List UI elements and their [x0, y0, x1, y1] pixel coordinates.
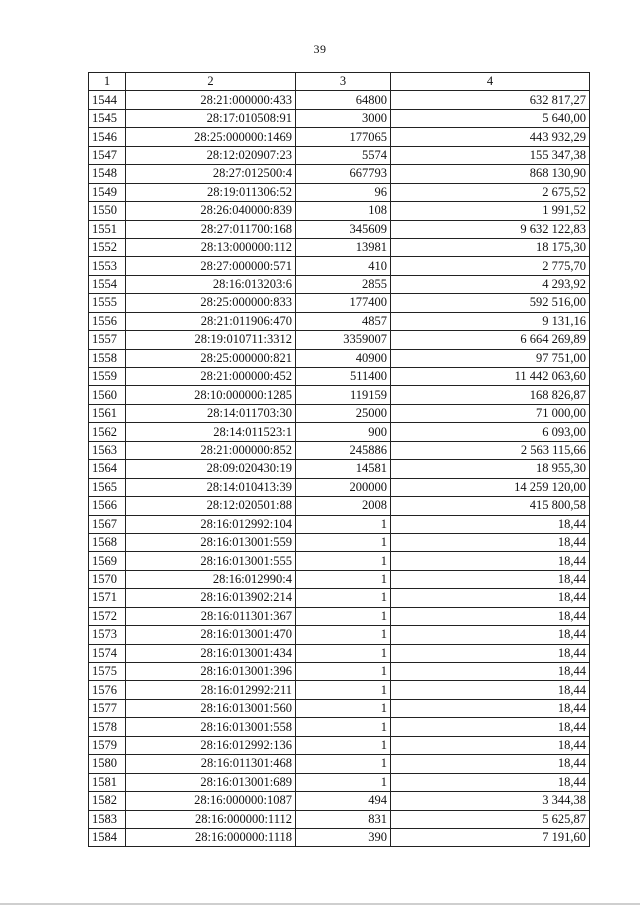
row-number: 1577 — [89, 699, 126, 717]
amount-value: 7 191,60 — [391, 828, 590, 846]
amount-value: 18,44 — [391, 552, 590, 570]
cadastral-number: 28:27:011700:168 — [126, 220, 296, 238]
row-number: 1569 — [89, 552, 126, 570]
table-body — [89, 91, 590, 847]
area-value: 831 — [296, 810, 391, 828]
table-row — [89, 238, 590, 256]
amount-value: 443 932,29 — [391, 128, 590, 146]
cadastral-number: 28:16:013001:470 — [126, 626, 296, 644]
amount-value: 632 817,27 — [391, 91, 590, 109]
area-value: 1 — [296, 736, 391, 754]
row-number: 1584 — [89, 828, 126, 846]
table-row — [89, 91, 590, 109]
amount-value: 2 675,52 — [391, 183, 590, 201]
cadastral-number: 28:16:013902:214 — [126, 589, 296, 607]
table-row — [89, 478, 590, 496]
table-row — [89, 275, 590, 293]
cadastral-number: 28:25:000000:833 — [126, 294, 296, 312]
header-row — [89, 73, 590, 91]
cadastral-number: 28:12:020907:23 — [126, 146, 296, 164]
column-header-3: 3 — [296, 73, 391, 91]
cadastral-number: 28:16:000000:1112 — [126, 810, 296, 828]
row-number: 1554 — [89, 275, 126, 293]
amount-value: 18,44 — [391, 718, 590, 736]
area-value: 1 — [296, 552, 391, 570]
cadastral-number: 28:10:000000:1285 — [126, 386, 296, 404]
amount-value: 71 000,00 — [391, 404, 590, 422]
amount-value: 5 640,00 — [391, 109, 590, 127]
area-value: 667793 — [296, 165, 391, 183]
area-value: 3000 — [296, 109, 391, 127]
cadastral-number: 28:27:012500:4 — [126, 165, 296, 183]
area-value: 40900 — [296, 349, 391, 367]
amount-value: 2 563 115,66 — [391, 441, 590, 459]
row-number: 1555 — [89, 294, 126, 312]
row-number: 1547 — [89, 146, 126, 164]
row-number: 1558 — [89, 349, 126, 367]
cadastral-number: 28:21:000000:433 — [126, 91, 296, 109]
row-number: 1566 — [89, 497, 126, 515]
table-row — [89, 146, 590, 164]
row-number: 1561 — [89, 404, 126, 422]
table-row — [89, 552, 590, 570]
area-value: 25000 — [296, 404, 391, 422]
row-number: 1553 — [89, 257, 126, 275]
area-value: 1 — [296, 607, 391, 625]
row-number: 1580 — [89, 755, 126, 773]
table-row — [89, 570, 590, 588]
table-row — [89, 792, 590, 810]
area-value: 494 — [296, 792, 391, 810]
cadastral-number: 28:21:011906:470 — [126, 312, 296, 330]
cadastral-number: 28:17:010508:91 — [126, 109, 296, 127]
cadastral-number: 28:19:011306:52 — [126, 183, 296, 201]
table-row — [89, 589, 590, 607]
table-row — [89, 331, 590, 349]
area-value: 14581 — [296, 460, 391, 478]
area-value: 410 — [296, 257, 391, 275]
area-value: 1 — [296, 773, 391, 791]
row-number: 1548 — [89, 165, 126, 183]
table-row — [89, 663, 590, 681]
cadastral-number: 28:25:000000:1469 — [126, 128, 296, 146]
row-number: 1578 — [89, 718, 126, 736]
amount-value: 1 991,52 — [391, 202, 590, 220]
area-value: 1 — [296, 533, 391, 551]
row-number: 1573 — [89, 626, 126, 644]
row-number: 1568 — [89, 533, 126, 551]
area-value: 119159 — [296, 386, 391, 404]
cadastral-number: 28:14:011703:30 — [126, 404, 296, 422]
row-number: 1583 — [89, 810, 126, 828]
area-value: 900 — [296, 423, 391, 441]
table-row — [89, 312, 590, 330]
row-number: 1564 — [89, 460, 126, 478]
column-header-2: 2 — [126, 73, 296, 91]
amount-value: 18,44 — [391, 663, 590, 681]
row-number: 1582 — [89, 792, 126, 810]
cadastral-number: 28:19:010711:3312 — [126, 331, 296, 349]
area-value: 3359007 — [296, 331, 391, 349]
cadastral-number: 28:16:013001:396 — [126, 663, 296, 681]
table-row — [89, 699, 590, 717]
cadastral-number: 28:14:011523:1 — [126, 423, 296, 441]
amount-value: 415 800,58 — [391, 497, 590, 515]
area-value: 5574 — [296, 146, 391, 164]
amount-value: 18,44 — [391, 681, 590, 699]
row-number: 1575 — [89, 663, 126, 681]
row-number: 1551 — [89, 220, 126, 238]
row-number: 1570 — [89, 570, 126, 588]
row-number: 1572 — [89, 607, 126, 625]
amount-value: 18,44 — [391, 515, 590, 533]
amount-value: 18,44 — [391, 755, 590, 773]
area-value: 345609 — [296, 220, 391, 238]
row-number: 1549 — [89, 183, 126, 201]
area-value: 1 — [296, 570, 391, 588]
table-header — [89, 73, 590, 91]
row-number: 1559 — [89, 368, 126, 386]
row-number: 1546 — [89, 128, 126, 146]
table-row — [89, 368, 590, 386]
cadastral-number: 28:16:013001:555 — [126, 552, 296, 570]
amount-value: 168 826,87 — [391, 386, 590, 404]
area-value: 2855 — [296, 275, 391, 293]
table-row — [89, 773, 590, 791]
table-row — [89, 349, 590, 367]
cadastral-number: 28:16:013203:6 — [126, 275, 296, 293]
area-value: 1 — [296, 589, 391, 607]
amount-value: 868 130,90 — [391, 165, 590, 183]
table-row — [89, 294, 590, 312]
row-number: 1545 — [89, 109, 126, 127]
table-row — [89, 828, 590, 846]
amount-value: 6 664 269,89 — [391, 331, 590, 349]
amount-value: 9 131,16 — [391, 312, 590, 330]
cadastral-number: 28:21:000000:852 — [126, 441, 296, 459]
area-value: 1 — [296, 699, 391, 717]
cadastral-number: 28:12:020501:88 — [126, 497, 296, 515]
table-row — [89, 626, 590, 644]
table-row — [89, 423, 590, 441]
column-header-4: 4 — [391, 73, 590, 91]
cadastral-number: 28:21:000000:452 — [126, 368, 296, 386]
area-value: 108 — [296, 202, 391, 220]
amount-value: 18 175,30 — [391, 238, 590, 256]
amount-value: 4 293,92 — [391, 275, 590, 293]
row-number: 1560 — [89, 386, 126, 404]
amount-value: 592 516,00 — [391, 294, 590, 312]
table-row — [89, 220, 590, 238]
row-number: 1574 — [89, 644, 126, 662]
table-row — [89, 441, 590, 459]
row-number: 1567 — [89, 515, 126, 533]
amount-value: 18,44 — [391, 533, 590, 551]
area-value: 200000 — [296, 478, 391, 496]
cadastral-number: 28:16:012992:136 — [126, 736, 296, 754]
table-row — [89, 202, 590, 220]
table-row — [89, 257, 590, 275]
cadastral-number: 28:16:012992:211 — [126, 681, 296, 699]
area-value: 13981 — [296, 238, 391, 256]
amount-value: 155 347,38 — [391, 146, 590, 164]
table-row — [89, 736, 590, 754]
amount-value: 14 259 120,00 — [391, 478, 590, 496]
table-row — [89, 755, 590, 773]
area-value: 1 — [296, 644, 391, 662]
table-row — [89, 183, 590, 201]
cadastral-number: 28:09:020430:19 — [126, 460, 296, 478]
amount-value: 18,44 — [391, 589, 590, 607]
area-value: 96 — [296, 183, 391, 201]
area-value: 1 — [296, 515, 391, 533]
area-value: 390 — [296, 828, 391, 846]
amount-value: 5 625,87 — [391, 810, 590, 828]
table-row — [89, 109, 590, 127]
table-row — [89, 533, 590, 551]
row-number: 1544 — [89, 91, 126, 109]
cadastral-number: 28:16:013001:558 — [126, 718, 296, 736]
row-number: 1557 — [89, 331, 126, 349]
table-row — [89, 497, 590, 515]
cadastral-number: 28:16:013001:434 — [126, 644, 296, 662]
area-value: 1 — [296, 718, 391, 736]
cadastral-number: 28:14:010413:39 — [126, 478, 296, 496]
row-number: 1571 — [89, 589, 126, 607]
area-value: 2008 — [296, 497, 391, 515]
area-value: 1 — [296, 663, 391, 681]
area-value: 1 — [296, 755, 391, 773]
row-number: 1550 — [89, 202, 126, 220]
cadastral-number: 28:16:011301:367 — [126, 607, 296, 625]
amount-value: 9 632 122,83 — [391, 220, 590, 238]
page-number: 39 — [313, 42, 327, 56]
amount-value: 18,44 — [391, 607, 590, 625]
area-value: 1 — [296, 681, 391, 699]
land-plots-table — [88, 72, 590, 847]
cadastral-number: 28:13:000000:112 — [126, 238, 296, 256]
amount-value: 18,44 — [391, 773, 590, 791]
table-row — [89, 515, 590, 533]
amount-value: 3 344,38 — [391, 792, 590, 810]
table-row — [89, 165, 590, 183]
amount-value: 18,44 — [391, 699, 590, 717]
cadastral-number: 28:16:013001:559 — [126, 533, 296, 551]
table-row — [89, 386, 590, 404]
table-row — [89, 460, 590, 478]
row-number: 1579 — [89, 736, 126, 754]
table-row — [89, 607, 590, 625]
area-value: 4857 — [296, 312, 391, 330]
area-value: 245886 — [296, 441, 391, 459]
cadastral-number: 28:16:012990:4 — [126, 570, 296, 588]
cadastral-number: 28:27:000000:571 — [126, 257, 296, 275]
amount-value: 11 442 063,60 — [391, 368, 590, 386]
area-value: 177065 — [296, 128, 391, 146]
row-number: 1556 — [89, 312, 126, 330]
column-header-1: 1 — [89, 73, 126, 91]
cadastral-number: 28:16:011301:468 — [126, 755, 296, 773]
table-row — [89, 128, 590, 146]
cadastral-number: 28:16:013001:560 — [126, 699, 296, 717]
area-value: 1 — [296, 626, 391, 644]
row-number: 1581 — [89, 773, 126, 791]
amount-value: 2 775,70 — [391, 257, 590, 275]
row-number: 1563 — [89, 441, 126, 459]
area-value: 177400 — [296, 294, 391, 312]
cadastral-number: 28:26:040000:839 — [126, 202, 296, 220]
amount-value: 6 093,00 — [391, 423, 590, 441]
amount-value: 18,44 — [391, 626, 590, 644]
area-value: 511400 — [296, 368, 391, 386]
row-number: 1562 — [89, 423, 126, 441]
cadastral-number: 28:25:000000:821 — [126, 349, 296, 367]
table-row — [89, 644, 590, 662]
table-row — [89, 810, 590, 828]
cadastral-number: 28:16:013001:689 — [126, 773, 296, 791]
amount-value: 18,44 — [391, 736, 590, 754]
cadastral-number: 28:16:012992:104 — [126, 515, 296, 533]
amount-value: 97 751,00 — [391, 349, 590, 367]
cadastral-number: 28:16:000000:1087 — [126, 792, 296, 810]
amount-value: 18,44 — [391, 570, 590, 588]
table-row — [89, 681, 590, 699]
amount-value: 18,44 — [391, 644, 590, 662]
row-number: 1552 — [89, 238, 126, 256]
amount-value: 18 955,30 — [391, 460, 590, 478]
table-row — [89, 404, 590, 422]
row-number: 1576 — [89, 681, 126, 699]
cadastral-number: 28:16:000000:1118 — [126, 828, 296, 846]
area-value: 64800 — [296, 91, 391, 109]
table-row — [89, 718, 590, 736]
row-number: 1565 — [89, 478, 126, 496]
